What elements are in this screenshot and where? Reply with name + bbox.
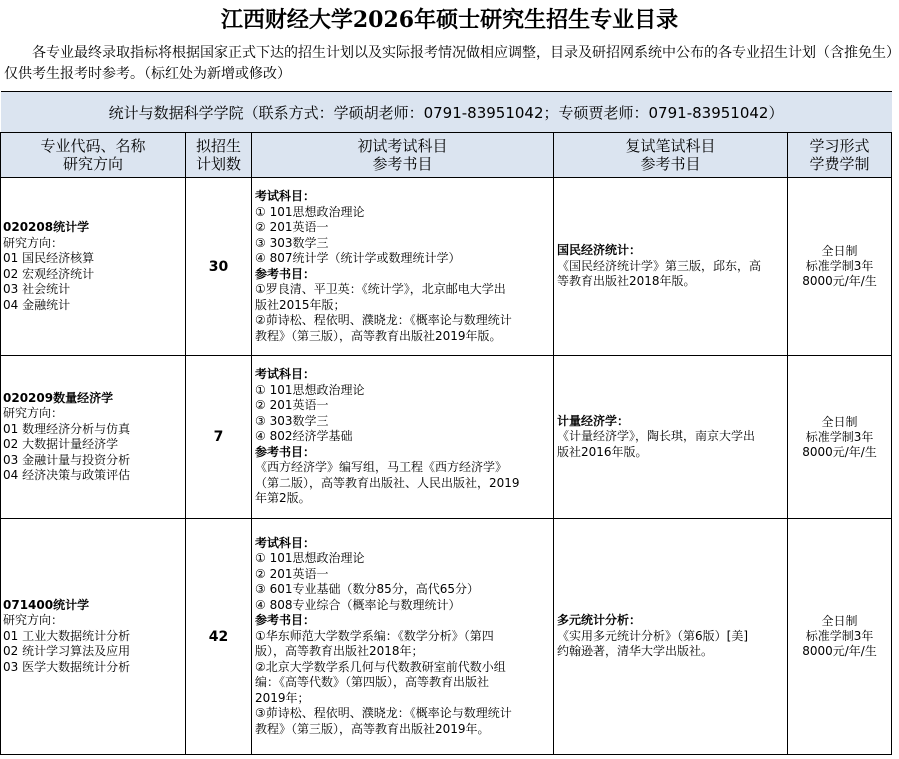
ref-book-line: 编：《高等代数》（第四版），高等教育出版社 (255, 675, 490, 690)
retest-label: 计量经济学： (557, 413, 630, 428)
retest-label: 多元统计分析： (557, 613, 642, 628)
header-form: 学习形式 学费学制 (788, 133, 892, 178)
ref-book-line: 年第2版。 (255, 491, 311, 506)
direction-label: 研究方向： (3, 613, 64, 628)
retest-label: 国民经济统计： (557, 243, 642, 258)
direction-item: 04 金融统计 (3, 297, 71, 312)
direction-item: 04 经济决策与政策评估 (3, 468, 131, 482)
plan-count: 42 (186, 519, 252, 755)
exam-subject: ① 101思想政治理论 (255, 382, 365, 397)
ref-book-line: ②茆诗松、程依明、濮晓龙：《概率论与数理统计 (255, 313, 512, 327)
direction-item: 02 宏观经济统计 (3, 266, 95, 281)
college-header: 统计与数据科学学院（联系方式：学硕胡老师：0791-83951042；专硕贾老师：0791-83951042） (1, 92, 892, 133)
exam-subject: ② 201英语一 (255, 398, 329, 413)
exam-subject: ① 101思想政治理论 (255, 551, 365, 566)
study-form-line: 全日制 (821, 244, 858, 258)
retest-book-line: 约翰逊著，清华大学出版社。 (557, 644, 714, 659)
retest-book-line: 《国民经济统计学》第三版，邱东，高 (557, 258, 762, 273)
study-form-line: 8000元/年/生 (802, 274, 877, 288)
exam-subject: ③ 303数学三 (255, 413, 329, 428)
major-code-name: 020208统计学 (3, 220, 90, 234)
direction-item: 01 国民经济核算 (3, 251, 95, 265)
exam-subject: ② 201英语一 (255, 566, 329, 581)
ref-book-line: ①罗良清、平卫英：《统计学》，北京邮电大学出 (255, 282, 506, 296)
exam-subject: ④ 802经济学基础 (255, 429, 353, 444)
study-form-line: 标准学制3年 (805, 629, 874, 643)
ref-book-line: 版），高等教育出版社2018年； (255, 644, 424, 659)
page-title: 江西财经大学2026年硕士研究生招生专业目录 (220, 7, 679, 33)
major-code-name: 020209数量经济学 (3, 390, 114, 405)
study-form-cell (788, 356, 892, 519)
study-form-cell (788, 178, 892, 356)
exam-subject: ② 201英语一 (255, 220, 329, 234)
ref-book-line: 教程》（第三版），高等教育出版社2019年。 (255, 721, 490, 736)
direction-item: 03 金融计量与投资分析 (3, 452, 131, 467)
study-form-cell (788, 519, 892, 755)
direction-label: 研究方向： (3, 235, 64, 250)
ref-book-line: ③茆诗松、程依明、濮晓龙：《概率论与数理统计 (255, 706, 512, 721)
ref-book-line: 《西方经济学》编写组，马工程《西方经济学》 (255, 460, 508, 475)
table-row (1, 178, 892, 356)
ref-book-line: ①华东师范大学数学系编：《数学分析》（第四 (255, 628, 494, 643)
study-form-line: 8000元/年/生 (802, 644, 877, 658)
exam-subject: ③ 303数学三 (255, 235, 329, 250)
major-cell (1, 519, 186, 755)
table-row (1, 519, 892, 755)
table-row (1, 356, 892, 519)
catalog-table (0, 91, 892, 755)
ref-book-line: （第二版），高等教育出版社、人民出版社，2019 (255, 475, 520, 490)
direction-item: 02 大数据计量经济学 (3, 437, 119, 451)
ref-book-line: 2019年； (255, 690, 310, 705)
exam-subject: ① 101思想政治理论 (255, 204, 365, 219)
retest-cell (554, 356, 788, 519)
major-cell (1, 178, 186, 356)
ref-label: 参考书目： (255, 266, 316, 281)
retest-book-line: 等教育出版社2018年版。 (557, 274, 696, 289)
exam-cell (252, 178, 554, 356)
direction-label: 研究方向： (3, 406, 64, 420)
plan-count: 7 (186, 356, 252, 519)
ref-book-line: 教程》（第三版），高等教育出版社2019年版。 (255, 328, 502, 343)
header-plan: 拟招生 计划数 (186, 133, 252, 178)
retest-cell (554, 519, 788, 755)
exam-subject: ③ 601专业基础（数分85分，高代65分） (255, 582, 480, 597)
exam-subject: ④ 807统计学（统计学或数理统计学） (255, 251, 461, 265)
column-headers (1, 133, 892, 178)
retest-book-line: 《计量经济学》，陶长琪，南京大学出 (557, 429, 756, 444)
header-retest: 复试笔试科目 参考书目 (554, 133, 788, 178)
header-exam: 初试考试科目 参考书目 (252, 133, 554, 178)
direction-item: 02 统计学习算法及应用 (3, 644, 131, 659)
header-major: 专业代码、名称 研究方向 (1, 133, 186, 178)
direction-item: 01 工业大数据统计分析 (3, 628, 131, 643)
direction-item: 01 数理经济分析与仿真 (3, 421, 131, 436)
direction-item: 03 社会统计 (3, 282, 71, 296)
ref-book-line: 版社2015年版； (255, 297, 346, 312)
study-form-line: 标准学制3年 (805, 429, 874, 444)
major-code-name: 071400统计学 (3, 597, 90, 612)
study-form-line: 全日制 (821, 614, 858, 628)
exam-label: 考试科目： (255, 189, 316, 203)
exam-label: 考试科目： (255, 535, 316, 550)
exam-label: 考试科目： (255, 367, 316, 382)
study-form-line: 8000元/年/生 (802, 444, 877, 459)
direction-item: 03 医学大数据统计分析 (3, 659, 131, 674)
retest-cell (554, 178, 788, 356)
exam-cell (252, 356, 554, 519)
ref-label: 参考书目： (255, 613, 316, 628)
study-form-line: 全日制 (821, 414, 858, 429)
study-form-line: 标准学制3年 (805, 259, 874, 273)
ref-label: 参考书目： (255, 444, 316, 459)
plan-count: 30 (186, 178, 252, 356)
major-cell (1, 356, 186, 519)
intro-text: 各专业最终录取指标将根据国家正式下达的招生计划以及实际报考情况做相应调整，目录及研招网系统中公布的各专业招生计划（含推免生）仅供考生报考时参考。（标红处为新增或修改） (4, 45, 893, 82)
exam-subject: ④ 808专业综合（概率论与数理统计） (255, 597, 461, 612)
retest-book-line: 版社2016年版。 (557, 444, 648, 459)
exam-cell (252, 519, 554, 755)
retest-book-line: 《实用多元统计分析》（第6版）[美] (557, 628, 748, 643)
ref-book-line: ②北京大学数学系几何与代数教研室前代数小组 (255, 659, 506, 674)
